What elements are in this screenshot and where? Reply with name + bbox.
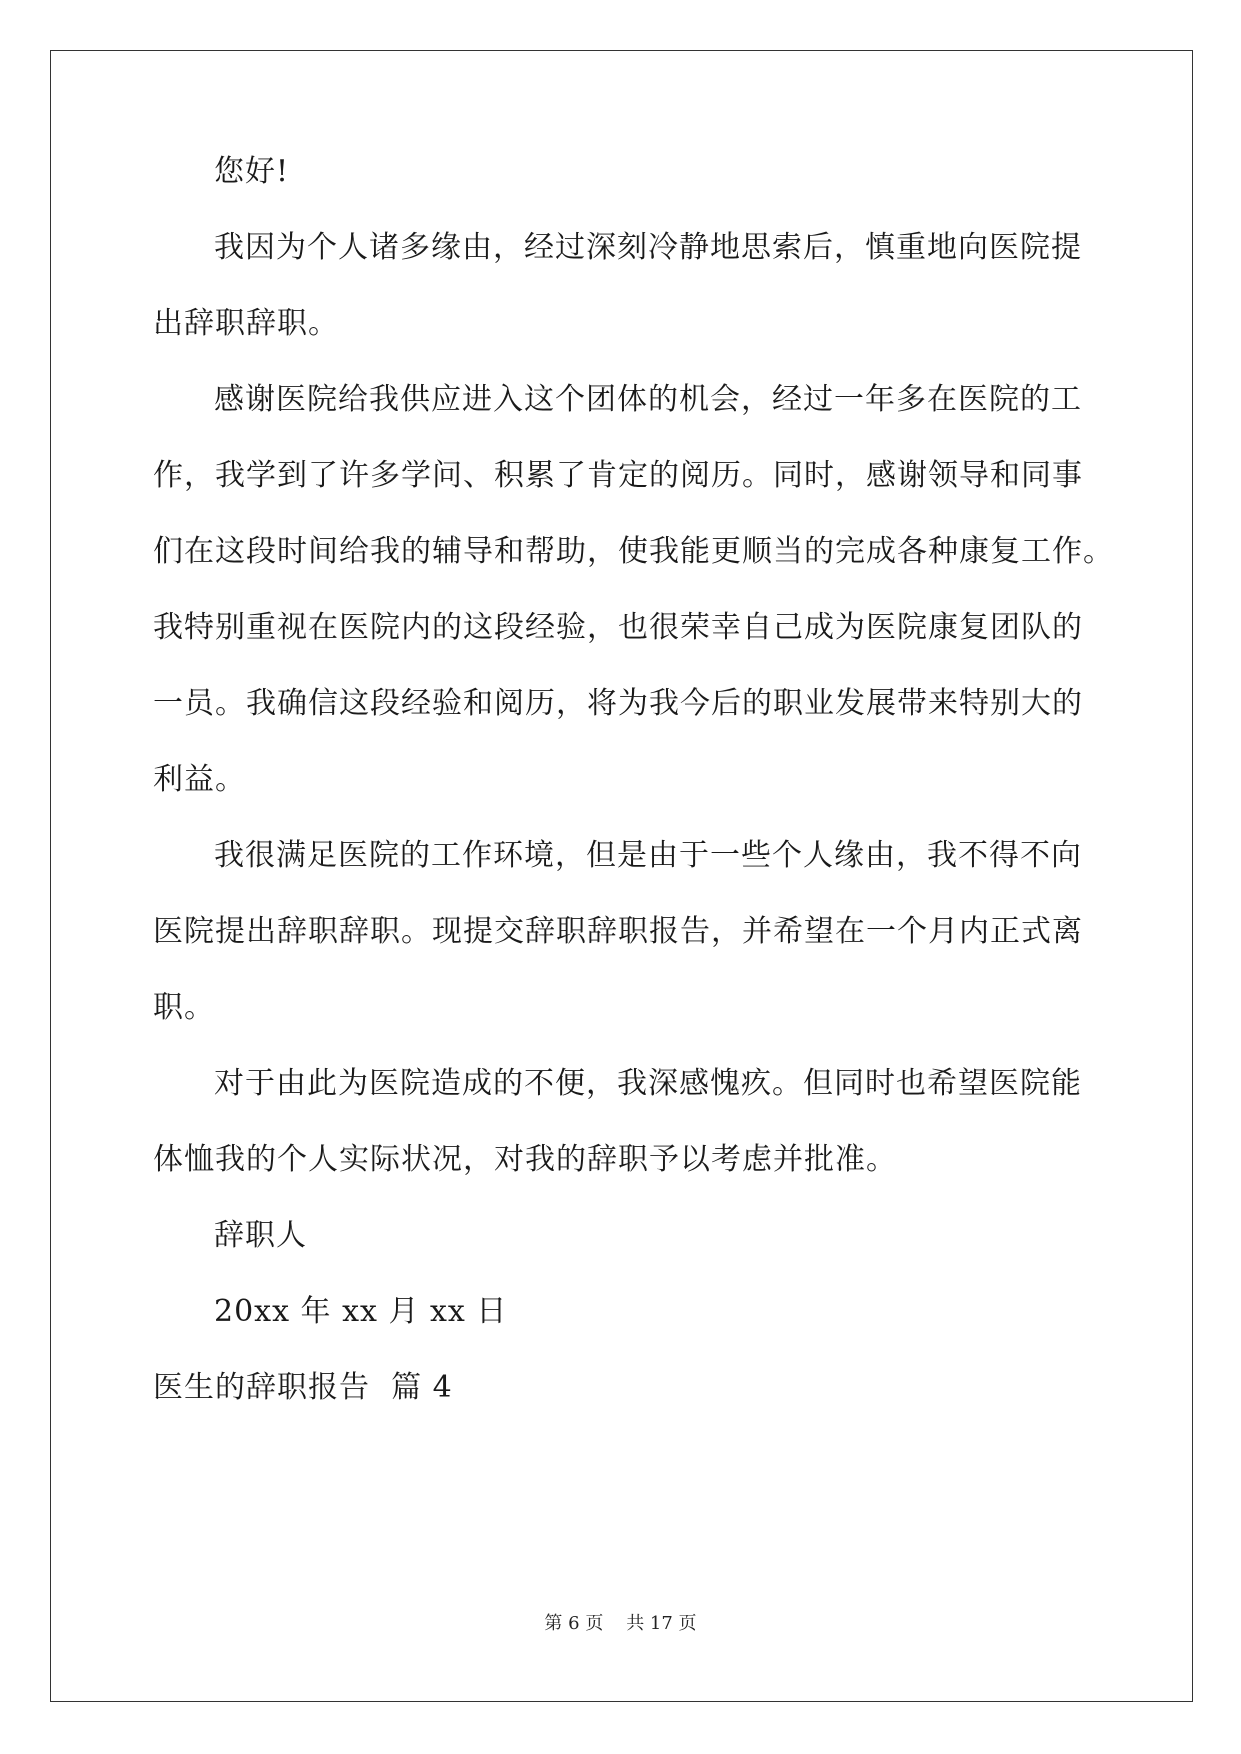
paragraph-line: 医院提出辞职辞职。现提交辞职辞职报告，并希望在一个月内正式离 — [153, 914, 1083, 949]
paragraph-line: 对于由此为医院造成的不便，我深感愧疚。但同时也希望医院能 — [214, 1066, 1082, 1101]
date: 20xx 年 xx 月 xx 日 — [214, 1294, 508, 1329]
paragraph-line: 职。 — [153, 990, 215, 1025]
greeting: 您好! — [214, 154, 290, 189]
paragraph-line: 我很满足医院的工作环境，但是由于一些个人缘由，我不得不向 — [214, 838, 1082, 873]
paragraph-line: 利益。 — [153, 762, 246, 797]
paragraph-line: 感谢医院给我供应进入这个团体的机会，经过一年多在医院的工 — [214, 382, 1082, 417]
paragraph-line: 作，我学到了许多学问、积累了肯定的阅历。同时，感谢领导和同事 — [153, 458, 1083, 493]
signature: 辞职人 — [214, 1218, 307, 1253]
paragraph-line: 一员。我确信这段经验和阅历，将为我今后的职业发展带来特别大的 — [153, 686, 1083, 721]
section-heading: 医生的辞职报告 篇 4 — [153, 1370, 453, 1405]
paragraph-line: 体恤我的个人实际状况，对我的辞职予以考虑并批准。 — [153, 1142, 897, 1177]
paragraph-line: 们在这段时间给我的辅导和帮助，使我能更顺当的完成各种康复工作。 — [153, 534, 1114, 569]
paragraph-line: 我特别重视在医院内的这段经验，也很荣幸自己成为医院康复团队的 — [153, 610, 1083, 645]
page-number: 第 6 页 共 17 页 — [544, 1613, 697, 1634]
page-footer — [0, 1612, 1241, 1636]
page-border — [50, 50, 1193, 1702]
paragraph-line: 出辞职辞职。 — [153, 306, 339, 341]
paragraph-line: 我因为个人诸多缘由，经过深刻冷静地思索后，慎重地向医院提 — [214, 230, 1082, 265]
